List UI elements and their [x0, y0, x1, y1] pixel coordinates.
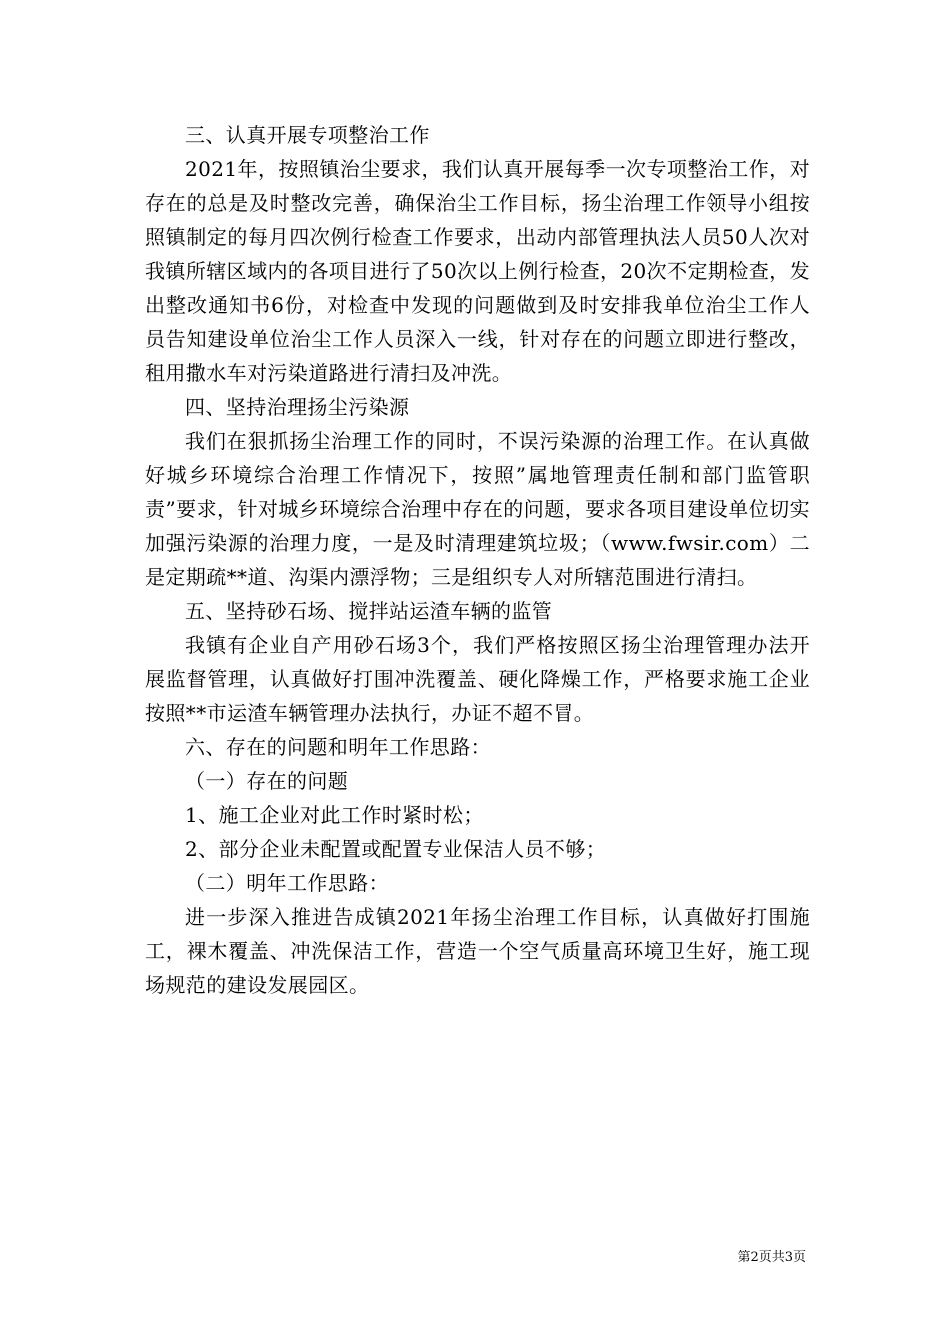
paragraph-pollution-sources: 我们在狠抓扬尘治理工作的同时，不误污染源的治理工作。在认真做好城乡环境综合治理工作情况下，按照”属地管理责任制和部门监管职责”要求，针对城乡环境综合治理中存在的问题，要求各项目建设单位切实加强污染源的治理力度，一是及时清理建筑垃圾；（www.fwsir.com）二是定期疏**道、沟渠内漂浮物；三是组织专人对所辖范围进行清扫。	[145, 429, 810, 589]
subheading-problems: （一）存在的问题	[185, 769, 349, 793]
list-item-problem-1: 1、施工企业对此工作时紧时松；	[185, 803, 484, 827]
section-heading-6: 六、存在的问题和明年工作思路：	[185, 735, 491, 759]
section-heading-3: 三、认真开展专项整治工作	[185, 123, 430, 147]
section-heading-4: 四、坚持治理扬尘污染源	[185, 395, 410, 419]
list-item-problem-2: 2、部分企业未配置或配置专业保洁人员不够；	[185, 837, 607, 861]
paragraph-gravel-plants: 我镇有企业自产用砂石场3个，我们严格按照区扬尘治理管理办法开展监督管理，认真做好打围冲洗覆盖、硬化降燥工作，严格要求施工企业按照**市运渣车辆管理办法执行，办证不超不冒。	[145, 633, 810, 725]
section-heading-5: 五、坚持砂石场、搅拌站运渣车辆的监管	[185, 599, 553, 623]
page-number: 第2页共3页	[737, 1250, 806, 1265]
paragraph-next-year-plan: 进一步深入推进告成镇2021年扬尘治理工作目标，认真做好打围施工，裸木覆盖、冲洗保洁工作，营造一个空气质量高环境卫生好，施工现场规范的建设发展园区。	[145, 905, 810, 997]
document-body	[145, 118, 810, 1002]
paragraph-special-rectification: 2021年，按照镇治尘要求，我们认真开展每季一次专项整治工作，对存在的总是及时整改完善，确保治尘工作目标，扬尘治理工作领导小组按照镇制定的每月四次例行检查工作要求，出动内部管理执法人员50人次对我镇所辖区域内的各项目进行了50次以上例行检查，20次不定期检查，发出整改通知书6份，对检查中发现的问题做到及时安排我单位治尘工作人员告知建设单位治尘工作人员深入一线，针对存在的问题立即进行整改，租用撒水车对污染道路进行清扫及冲洗。	[145, 157, 810, 385]
subheading-next-year: （二）明年工作思路：	[185, 871, 389, 895]
